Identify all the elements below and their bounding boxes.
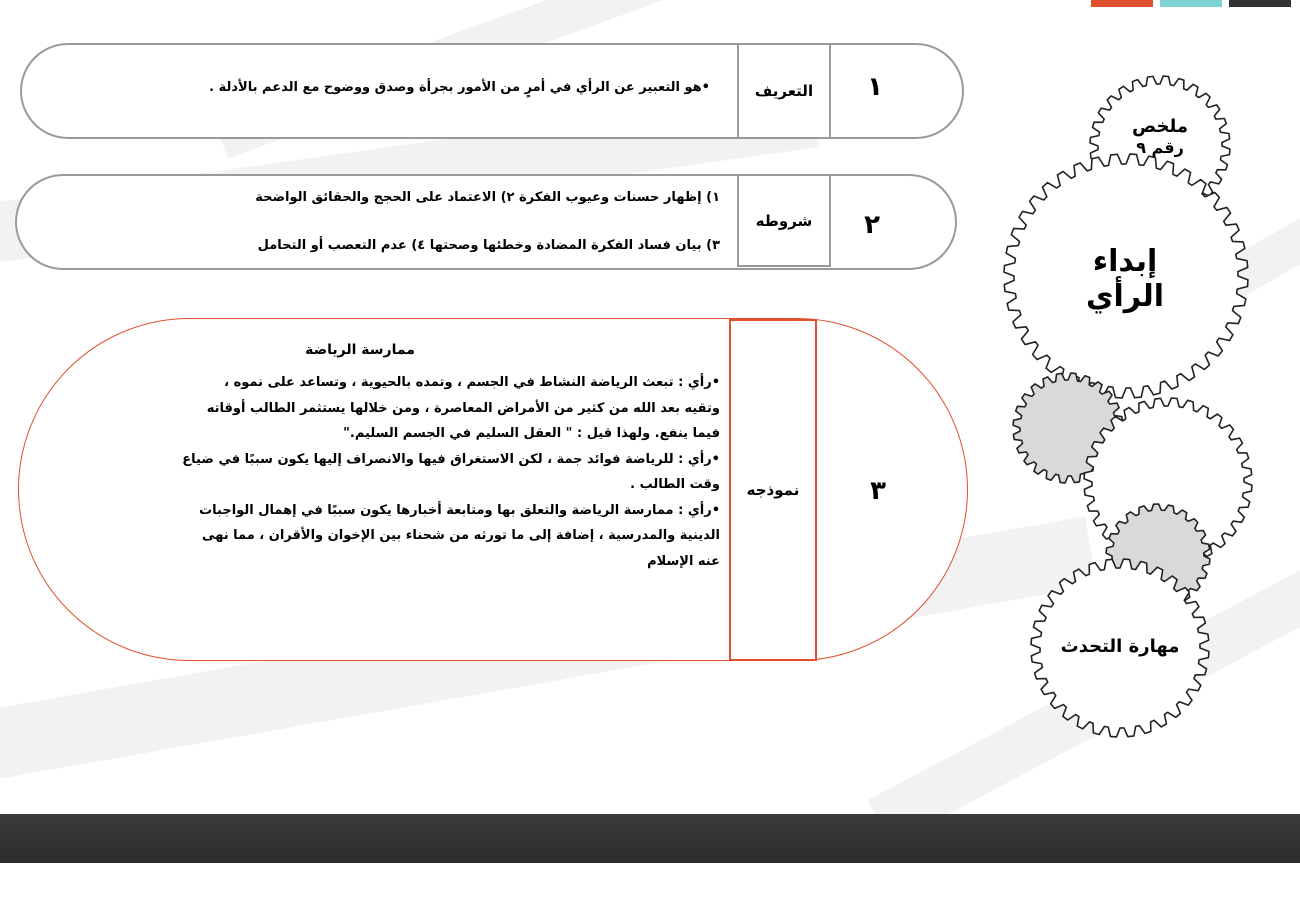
summary-title: ملخص bbox=[1131, 116, 1189, 137]
example-line: فيما ينفع. ولهذا قيل : " العقل السليم في الجسم السليم." bbox=[343, 426, 720, 441]
conditions-line-1: ١) إظهار حسنات وعيوب الفكرة ٢) الاعتماد على الحجج والحقائق الواضحة bbox=[255, 190, 720, 205]
example-line: •رأي : للرياضة فوائد جمة ، لكن الاستغراق فيها والانصراف إليها يكون سببًا في ضياع bbox=[182, 451, 720, 467]
conditions-label: شروطه bbox=[737, 174, 831, 267]
summary-number: رقم ٩ bbox=[1136, 138, 1184, 157]
row-number-1: ١ bbox=[867, 72, 883, 102]
example-line: وقت الطالب . bbox=[630, 477, 720, 492]
definition-label: التعريف bbox=[737, 43, 831, 139]
example-line: •رأي : ممارسة الرياضة والتعلق بها ومتابعة أخبارها يكون سببًا في إهمال الواجبات bbox=[199, 502, 720, 518]
row-number-3: ٣ bbox=[870, 476, 886, 506]
footer-bar bbox=[0, 814, 1300, 863]
example-line: •رأي : تبعث الرياضة النشاط في الجسم ، وتمده بالحيوية ، وتساعد على نموه ، bbox=[224, 375, 720, 390]
accent-bar-dark bbox=[1229, 0, 1291, 7]
definition-text: •هو التعبير عن الرأي في أمرٍ من الأمور بجرأة وصدق ووضوح مع الدعم بالأدلة . bbox=[209, 80, 710, 95]
example-line: الدينية والمدرسية ، إضافة إلى ما تورثه من شحناء بين الإخوان والأقران ، مما نهى bbox=[201, 528, 720, 543]
example-line: عنه الإسلام bbox=[647, 553, 720, 569]
conditions-line-2: ٣) بيان فساد الفكرة المضادة وخطئها وصحتها ٤) عدم التعصب أو التحامل bbox=[257, 238, 720, 253]
skill-title: مهارة التحدث bbox=[1060, 636, 1180, 657]
accent-bar-red bbox=[1091, 0, 1153, 7]
main-title: إبداء الرأي bbox=[1086, 244, 1164, 314]
example-label: نموذجه bbox=[729, 319, 817, 661]
row-number-2: ٢ bbox=[864, 210, 880, 240]
example-heading: ممارسة الرياضة bbox=[305, 342, 415, 358]
accent-bar-teal bbox=[1160, 0, 1222, 7]
example-line: وتقيه بعد الله من كثير من الأمراض المعاصرة ، ومن خلالها يستثمر الطالب أوقاته bbox=[206, 400, 720, 416]
example-text bbox=[70, 370, 720, 574]
